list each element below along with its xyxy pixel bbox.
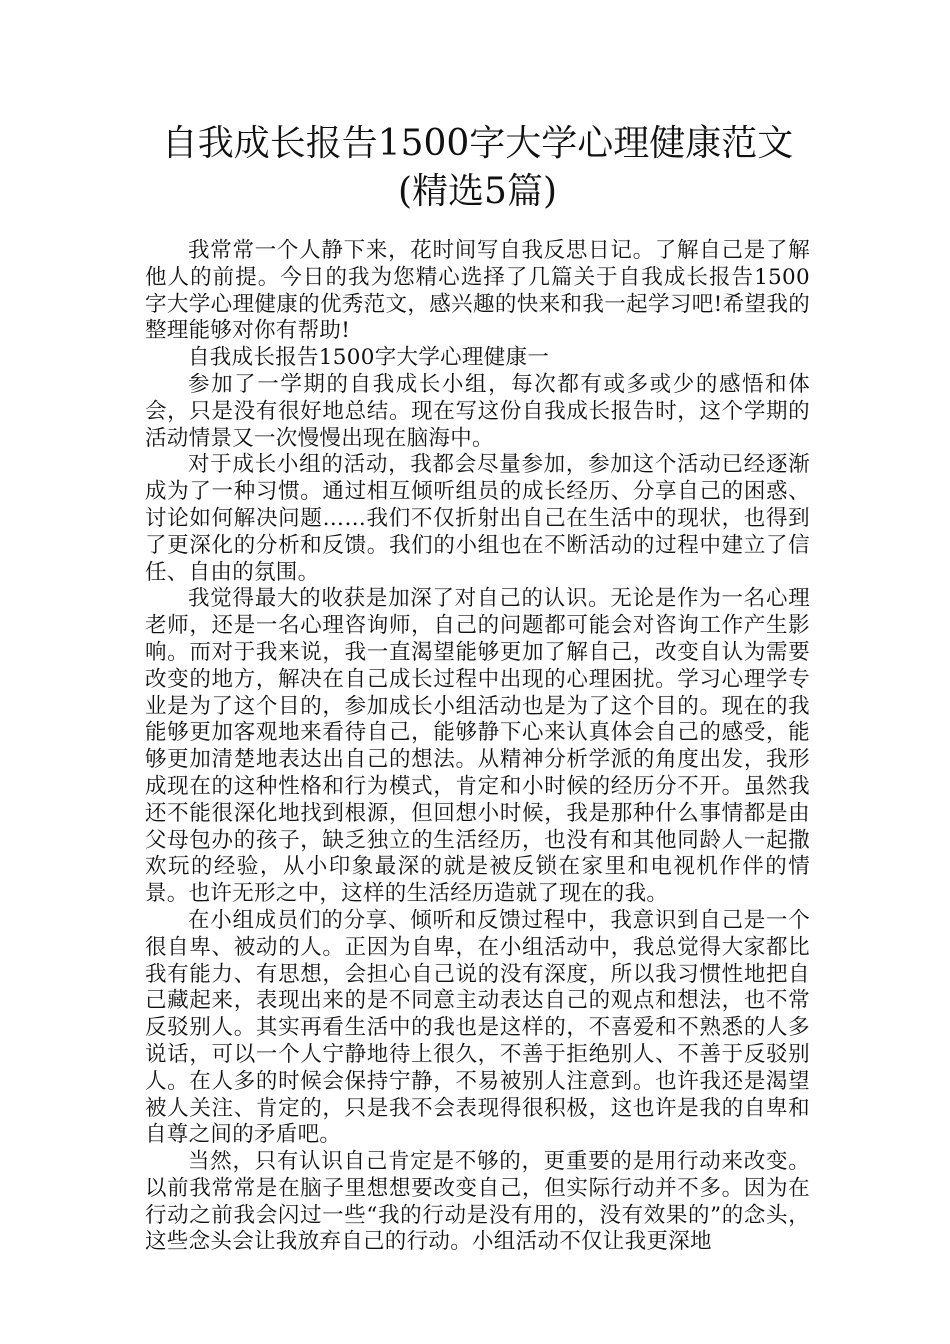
- body-paragraph: 我觉得最大的收获是加深了对自己的认识。无论是作为一名心理老师，还是一名心理咨询师，自己的问题都可能会对咨询工作产生影响。而对于我来说，我一直渴望能够更加了解自己，改变自认为需要改变的地方，解决在自己成长过程中出现的心理困扰。学习心理学专业是为了这个目的，参加成长小组活动也是为了这个目的。现在的我能够更加客观地来看待自己，能够静下心来认真体会自己的感受，能够更加清楚地表达出自己的想法。从精神分析学派的角度出发，我形成现在的这种性格和行为模式，肯定和小时候的经历分不开。虽然我还不能很深化地找到根源，但回想小时候，我是那种什么事情都是由父母包办的孩子，缺乏独立的生活经历，也没有和其他同龄人一起撒欢玩的经验，从小印象最深的就是被反锁在家里和电视机作伴的情景。也许无形之中，这样的生活经历造就了现在的我。: [145, 586, 810, 907]
- document-body: [145, 238, 810, 1256]
- title-line-2: (精选5篇): [398, 171, 557, 212]
- title-line-1: 自我成长报告1500字大学心理健康范文: [161, 123, 794, 164]
- section-heading: 自我成长报告1500字大学心理健康一: [188, 345, 550, 371]
- intro-paragraph: 我常常一个人静下来，花时间写自我反思日记。了解自己是了解他人的前提。今日的我为您精心选择了几篇关于自我成长报告1500字大学心理健康的优秀范文，感兴趣的快来和我一起学习吧!希望我的整理能够对你有帮助!: [145, 238, 810, 344]
- body-paragraph: 当然，只有认识自己肯定是不够的，更重要的是用行动来改变。以前我常常是在脑子里想想要改变自己，但实际行动并不多。因为在行动之前我会闪过一些“我的行动是没有用的，没有效果的”的念头，这些念头会让我放弃自己的行动。小组活动不仅让我更深地: [145, 1149, 810, 1255]
- body-paragraph: 在小组成员们的分享、倾听和反馈过程中，我意识到自己是一个很自卑、被动的人。正因为自卑，在小组活动中，我总觉得大家都比我有能力、有思想，会担心自己说的没有深度，所以我习惯性地把自己藏起来，表现出来的是不同意主动表达自己的观点和想法，也不常反驳别人。其实再看生活中的我也是这样的，不喜爱和不熟悉的人多说话，可以一个人宁静地待上很久，不善于拒绝别人、不善于反驳别人。在人多的时候会保持宁静，不易被别人注意到。也许我还是渴望被人关注、肯定的，只是我不会表现得很积极，这也许是我的自卑和自尊之间的矛盾吧。: [145, 907, 810, 1148]
- document-title: [145, 120, 810, 216]
- body-paragraph: 对于成长小组的活动，我都会尽量参加，参加这个活动已经逐渐成为了一种习惯。通过相互倾听组员的成长经历、分享自己的困惑、讨论如何解决问题……我们不仅折射出自己在生活中的现状，也得到了更深化的分析和反馈。我们的小组也在不断活动的过程中建立了信任、自由的氛围。: [145, 452, 810, 585]
- body-paragraph: 参加了一学期的自我成长小组，每次都有或多或少的感悟和体会，只是没有很好地总结。现在写这份自我成长报告时，这个学期的活动情景又一次慢慢出现在脑海中。: [145, 371, 810, 451]
